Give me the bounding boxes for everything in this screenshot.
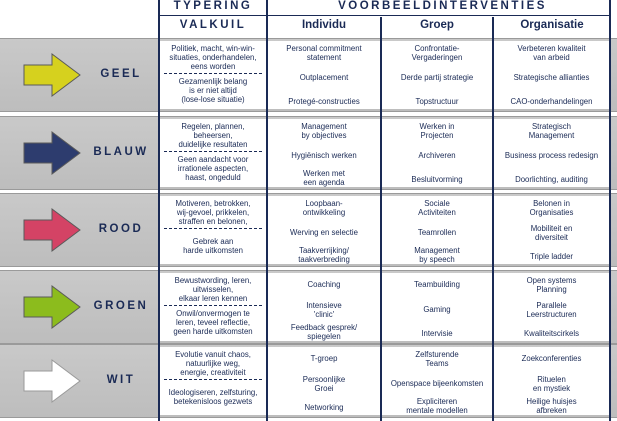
groep-intervention: Derde partij strategie [400,73,474,82]
groep-intervention: Gaming [423,305,451,314]
header-rule-voorbeeld [268,15,610,16]
blue-arrow-icon [22,130,82,176]
header-rule-typering [160,15,266,16]
column-divider-left [158,0,160,421]
organisatie-intervention: Strategische allianties [513,73,590,82]
individu-intervention: Management by objectives [301,122,347,140]
individu-intervention: T-groep [310,354,338,363]
individu-intervention: Networking [304,403,344,412]
organisatie-intervention: Belonen in Organisaties [529,199,574,217]
individu-intervention: Loopbaan- ontwikkeling [302,199,346,217]
individu-intervention: Hygiënisch werken [291,151,357,160]
individu-intervention: Outplacement [299,73,349,82]
groep-intervention: Expliciteren mentale modellen [406,397,468,415]
organisatie-intervention: Triple ladder [529,252,574,261]
organisatie-intervention: Zoekconferenties [521,354,582,363]
organisatie-intervention: CAO-onderhandelingen [510,97,593,106]
groep-intervention: Confrontatie- Vergaderingen [411,44,463,62]
organisatie-intervention: Verbeteren kwaliteit van arbeid [517,44,586,62]
organisatie-intervention: Kwaliteitscirkels [523,329,580,338]
groep-intervention: Sociale Activiteiten [418,199,456,217]
column-divider-right [609,0,611,421]
green-arrow-icon [22,284,82,330]
valkuil-divider [164,151,262,152]
color-label: GROEN [93,300,149,312]
color-label: ROOD [98,223,144,235]
organisatie-intervention: Mobiliteit en diversiteit [530,224,573,242]
groep-intervention: Werken in Projecten [419,122,455,140]
individu-intervention: Taakverrijking/ taakverbreding [298,246,350,264]
typering-text: Motiveren, betrokken, wij-gevoel, prikkelen, straffen en belonen, [175,199,251,226]
groep-intervention: Besluitvorming [411,175,463,184]
individu-intervention: Coaching [307,280,341,289]
valkuil-divider [164,228,262,229]
individu-intervention: Intensieve 'clinic' [306,301,342,319]
valkuil-divider [164,305,262,306]
groep-intervention: Zelfsturende Teams [415,350,459,368]
organisatie-intervention: Strategisch Management [528,122,575,140]
groep-intervention: Management by speech [414,246,460,264]
color-label: GEEL [100,68,142,80]
groep-intervention: Teamrollen [417,228,457,237]
individu-intervention: Werving en selectie [290,228,358,237]
column-divider-valkuil [266,0,268,421]
valkuil-text: Gezamenlijk belang is er niet altijd (lose-lose situatie) [178,77,248,104]
header-individu: Individu [301,19,347,31]
header-groep: Groep [420,19,454,31]
groep-intervention: Openspace bijeenkomsten [390,379,484,388]
header-organisatie: Organisatie [520,19,584,31]
typering-text: Politiek, macht, win-win- situaties, onderhandelen, eens worden [169,44,257,71]
organisatie-intervention: Doorlichting, auditing [515,175,588,184]
groep-intervention: Intervisie [421,329,453,338]
groep-intervention: Teambuilding [414,280,460,289]
row-blauw [0,116,617,190]
row-groen [0,270,617,344]
white-arrow-icon [22,358,82,404]
groep-intervention: Archiveren [418,151,456,160]
individu-intervention: Personal commitment statement [286,44,362,62]
column-divider-groep [492,17,494,421]
valkuil-text: Gebrek aan harde uitkomsten [183,237,243,255]
individu-intervention: Feedback gesprek/ spiegelen [290,323,358,341]
groep-intervention: Topstructuur [415,97,459,106]
typering-text: Bewustwording, leren, uitwisselen, elkaar leren kennen [174,276,252,303]
valkuil-divider [164,73,262,74]
individu-intervention: Werken met een agenda [303,169,345,187]
valkuil-text: Ideologiseren, zelfsturing, betekenisloos gezwets [168,388,258,406]
typering-text: Evolutie vanuit chaos, natuurlijke weg, energie, creativiteit [175,350,251,377]
yellow-arrow-icon [22,52,82,98]
organisatie-intervention: Heilige huisjes afbreken [526,397,577,415]
valkuil-divider [164,379,262,380]
color-label: WIT [106,374,136,386]
individu-intervention: Persoonlijke Groei [302,375,346,393]
individu-intervention: Protegé-constructies [288,97,360,106]
row-wit [0,344,617,418]
row-geel [0,38,617,112]
header-voorbeeldinterventies: VOORBEELDINTERVENTIES [338,0,547,12]
organisatie-intervention: Open systems Planning [526,276,577,294]
organisatie-intervention: Business process redesign [504,151,599,160]
red-arrow-icon [22,207,82,253]
valkuil-text: Onwil/onvermogen te leren, teveel reflectie, geen harde uitkomsten [173,309,253,336]
organisatie-intervention: Parallele Leerstructuren [526,301,577,319]
column-divider-individu [380,17,382,421]
organisatie-intervention: Rituelen en mystiek [532,375,571,393]
header-typering: TYPERING [173,0,253,12]
header-valkuil: VALKUIL [179,19,247,31]
typering-text: Regelen, plannen, beheersen, duidelijke resultaten [178,122,248,149]
color-label: BLAUW [93,146,149,158]
valkuil-text: Geen aandacht voor irrationele aspecten, haast, ongeduld [177,155,249,182]
row-rood [0,193,617,267]
